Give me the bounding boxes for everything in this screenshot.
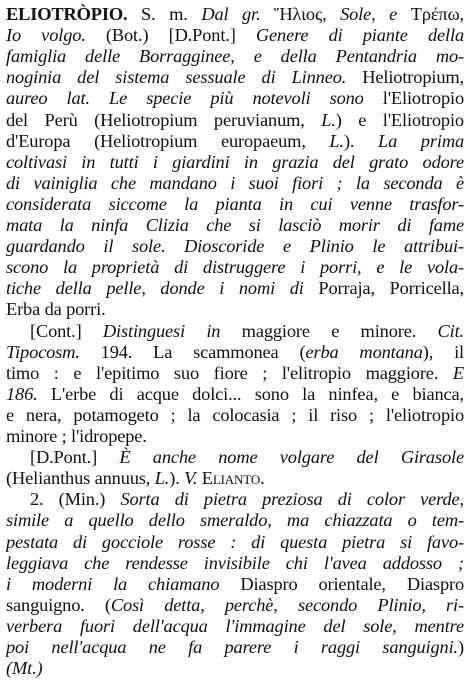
text-segment: aureo lat. Le specie più notevoli sono: [6, 88, 364, 109]
text-segment: ).: [343, 130, 379, 151]
text-segment: guardando il sole. Dioscoride e Plinio le attribui-: [6, 236, 464, 257]
text-segment: Ἥλιος,: [274, 4, 341, 24]
text-segment: ).: [169, 468, 185, 489]
text-segment: simile a quello dello smeraldo, ma chiazzata o tem-: [6, 510, 464, 531]
text-segment: .: [260, 468, 265, 489]
text-segment: 2. (Min.): [30, 489, 121, 510]
text-segment: tiche della pelle, donde i nomi di: [6, 278, 304, 299]
text-segment: Τρέπω,: [410, 4, 464, 24]
text-segment: pestata di gocciole rosse : di questa pietra si favo-: [6, 531, 464, 552]
text-segment: Diaspro orientale, Diaspro: [219, 573, 464, 594]
text-segment: Sorta di pietra preziosa di color verde,: [120, 489, 464, 510]
text-segment: e nera, potamogeto ; la colocasia ; il riso ; l'eliotropio: [6, 404, 464, 425]
text-segment: minore ; l'idropepe.: [6, 426, 147, 446]
text-segment: verbera fuori dell'acqua l'immagine del sole, mentre: [6, 615, 464, 636]
text-segment: [Cont.]: [30, 320, 103, 341]
text-segment: ): [458, 637, 464, 657]
text-segment: L'erbe di acque dolci... sono la ninfea, e bianca,: [37, 383, 464, 404]
text-segment: 186.: [6, 383, 38, 404]
text-segment: ELIOTRÒPIO.: [6, 4, 128, 24]
text-segment: di vainiglia che mandano i suoi fiori ; la seconda è: [6, 172, 464, 193]
text-segment: sanguigno. (: [6, 594, 111, 615]
text-segment: l'Eliotropio: [363, 88, 464, 109]
text-segment: E: [452, 362, 464, 383]
text-segment: Così detta, perchè, secondo Plinio, ri-: [110, 594, 464, 615]
text-segment: Distinguesi in: [102, 320, 221, 341]
text-segment: La prima: [378, 130, 464, 151]
text-segment: leggiava che rendesse invisibile chi l'avea addosso ;: [6, 552, 464, 573]
text-segment: V.: [184, 468, 198, 489]
text-segment: L.: [154, 468, 170, 489]
text-segment: (Helianthus annuus,: [6, 468, 155, 489]
text-segment: Io volgo.: [6, 25, 86, 46]
text-segment: erba montana: [305, 341, 423, 362]
text-segment: S. m.: [127, 4, 202, 24]
text-segment: maggiore e minore.: [220, 320, 438, 341]
text-segment: Heliotropium,: [346, 67, 464, 88]
text-segment: mata la ninfa Clizia che si lasciò morir di fame: [6, 215, 464, 235]
text-segment: Sole, e: [340, 4, 411, 24]
text-segment: i moderni la chiamano: [6, 573, 220, 594]
text-segment: Cit.: [437, 320, 464, 341]
text-segment: coltivasi in tutti i giardini in grazia del grato odore: [6, 151, 464, 172]
text-segment: (Mt.): [6, 658, 43, 679]
text-segment: considerata siccome la pianta in cui venne trasfor-: [6, 193, 464, 214]
text-segment: noginia del sistema sessuale di Linneo.: [6, 67, 347, 88]
text-segment: timo : e l'epitimo suo fiore ; l'elitropio maggiore.: [6, 362, 453, 383]
text-segment: L.: [321, 109, 336, 130]
text-segment: 194. La scammonea (: [79, 341, 306, 362]
text-segment: poi nell'acqua ne fa parere i raggi sanguigni.: [6, 637, 459, 657]
text-segment: famiglia delle Borragginee, e della Pentandria mo-: [6, 46, 464, 67]
text-segment: Genere di piante della: [255, 25, 464, 46]
text-segment: L.: [329, 130, 344, 151]
text-segment: del Perù (Heliotropium peruvianum,: [6, 109, 322, 130]
text-line: [6, 656, 464, 680]
text-segment: Tipocosm.: [6, 341, 80, 362]
text-segment: Elianto: [201, 468, 261, 489]
text-segment: ), il: [422, 341, 464, 362]
text-segment: Porraja, Porricella,: [303, 278, 464, 299]
text-segment: Erba da porri.: [6, 299, 106, 320]
text-segment: ) e l'Eliotropio: [335, 109, 464, 130]
text-segment: [D.Pont.]: [30, 447, 120, 468]
text-segment: scono la proprietà di distruggere i porri, e le vola-: [6, 257, 464, 278]
text-segment: (Bot.) [D.Pont.]: [85, 25, 256, 46]
text-segment: È anche nome volgare del Girasole: [119, 447, 464, 468]
text-segment: Dal gr.: [201, 4, 275, 24]
text-segment: d'Europa (Heliotropium europaeum,: [6, 130, 330, 151]
